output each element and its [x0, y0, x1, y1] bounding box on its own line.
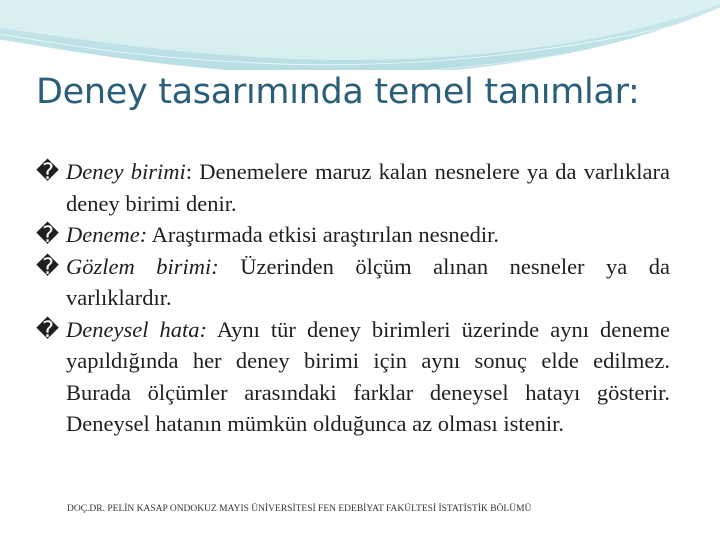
bullet-icon: � [36, 159, 60, 184]
slide-footer: DOÇ.DR. PELİN KASAP ONDOKUZ MAYIS ÜNİVERSİTESİ FEN EDEBİYAT FAKÜLTESİ İSTATİSTİK BÖLÜMÜ [67, 504, 532, 514]
bullet-icon: � [36, 316, 60, 342]
definition-text: Üzerinden ölçüm alınan nesneler ya da varlıklardır. [66, 253, 670, 310]
decorative-header-banner [0, 0, 720, 70]
bullet-icon: � [36, 253, 60, 279]
definition-item-gozlem-birimi [36, 251, 670, 314]
definition-list [36, 156, 670, 440]
definition-item-deney-birimi [36, 156, 670, 219]
definition-term: Deney birimi [66, 159, 186, 184]
definition-text: : Denemelere maruz kalan nesnelere ya da varlıklara deney birimi denir. [66, 159, 670, 216]
definition-item-deneysel-hata [36, 314, 670, 440]
slide-title: Deney tasarımında temel tanımlar: [36, 72, 640, 112]
definition-item-deneme [36, 219, 670, 251]
definition-term: Deneme: [66, 222, 148, 247]
bullet-icon: � [36, 222, 60, 247]
definition-text: Araştırmada etkisi araştırılan nesnedir. [147, 222, 499, 247]
definition-term: Deneysel hata: [66, 316, 208, 342]
definition-term: Gözlem birimi: [66, 253, 219, 279]
definition-text: Aynı tür deney birimleri üzerinde aynı deneme yapıldığında her deney birimi için aynı sonuç elde edilmez. Burada ölçümler arasındaki farklar deneysel hatayı gösterir. Deneysel hatanın mümkün olduğunca az olması istenir. [66, 316, 670, 436]
